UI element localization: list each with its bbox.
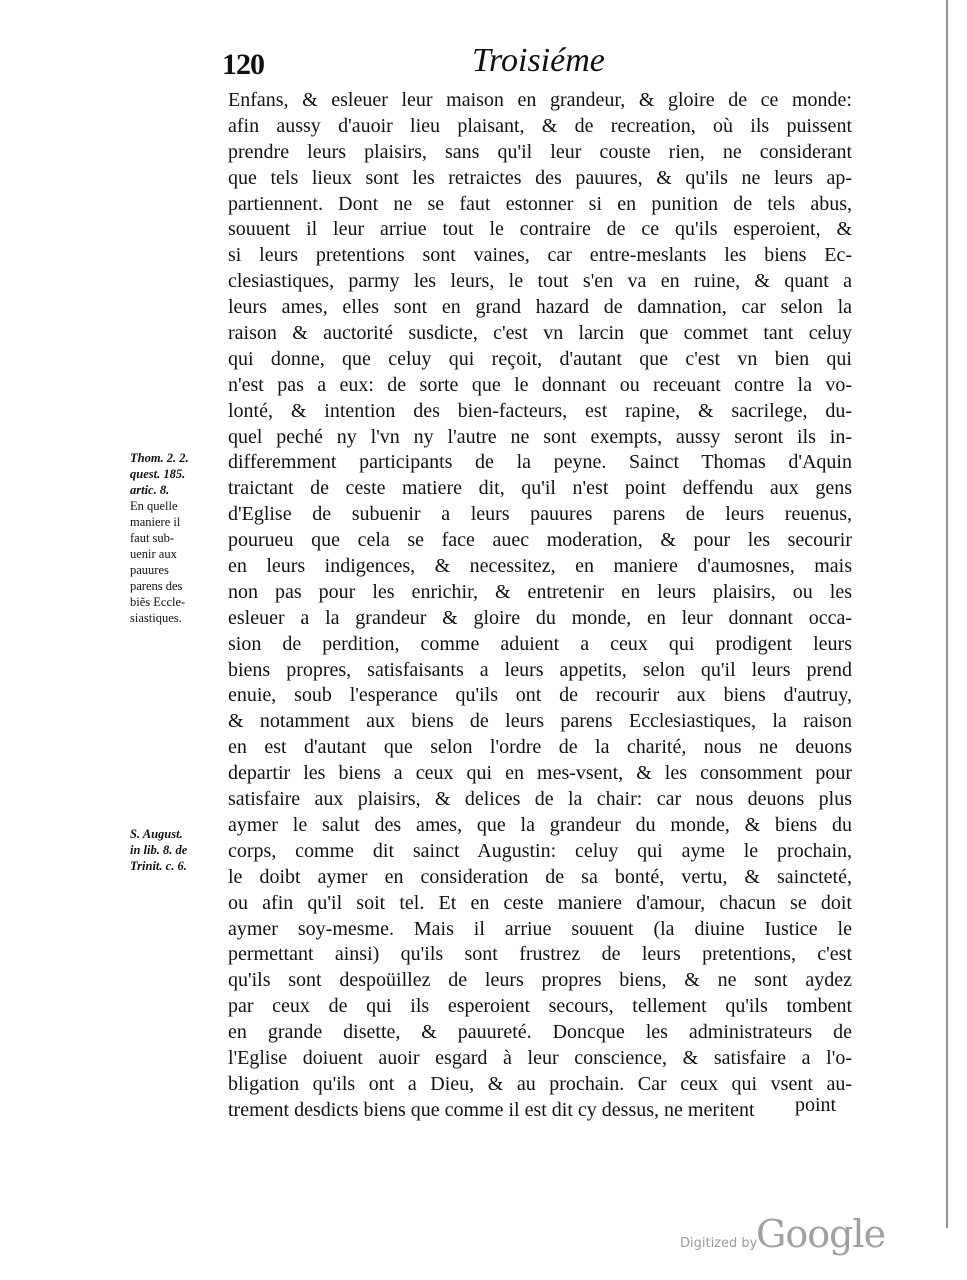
text-line: l'Eglise doiuent auoir esgard à leur conscience, & satisfaire a l'o- (228, 1046, 852, 1069)
margin-note-line: uenir aux (130, 547, 177, 561)
text-line: departir les biens a ceux qui en mes-vsent, & les consomment pour (228, 762, 852, 785)
text-line: trement desdicts biens que comme il est dit cy dessus, ne meritent (228, 1098, 755, 1121)
text-line: & notamment aux biens de leurs parens Ecclesiastiques, la raison (228, 710, 852, 733)
text-line: lonté, & intention des bien-facteurs, est rapine, & sacrilege, du- (228, 399, 852, 422)
digitized-watermark (680, 1212, 886, 1262)
margin-note-line: biẽs Eccle- (130, 595, 186, 609)
margin-note-line: pauures (130, 563, 169, 577)
margin-note-augustin (130, 826, 222, 874)
text-line: quel peché ny l'vn ny l'autre ne sont exempts, aussy seront ils in- (228, 425, 852, 448)
catchword: point (795, 1094, 837, 1116)
text-line: souuent il leur arriue tout le contraire de ce qu'ils esperoient, & (228, 218, 852, 241)
text-line: non pas pour les enrichir, & entretenir en leurs plaisirs, ou les (228, 580, 852, 603)
text-line: le doibt aymer en consideration de sa bonté, vertu, & saincteté, (228, 865, 852, 888)
text-line: enuie, soub l'esperance qu'ils ont de recourir aux biens d'autruy, (228, 684, 852, 707)
text-line: prendre leurs plaisirs, sans qu'il leur couste rien, ne considerant (228, 140, 852, 163)
google-logo: Google (756, 1212, 886, 1256)
margin-note-thomas (130, 450, 222, 498)
text-line: qu'ils sont despoüillez de leurs propres biens, & ne sont aydez (228, 969, 852, 992)
page-header (222, 42, 862, 82)
text-line: satisfaire aux plaisirs, & delices de la chair: car nous deuons plus (228, 788, 852, 811)
margin-note-line: Trinit. c. 6. (130, 859, 187, 873)
text-line: biens propres, satisfaisants a leurs appetits, selon qu'il leurs prend (228, 658, 852, 681)
text-line: raison & auctorité susdicte, c'est vn larcin que commet tant celuy (228, 322, 852, 345)
margin-note-line: parens des (130, 579, 183, 593)
text-line: permettant ainsi) qu'ils sont frustrez de leurs pretentions, c'est (228, 943, 852, 966)
text-line: partiennent. Dont ne se faut estonner si en punition de tels abus, (228, 192, 852, 215)
text-line: clesiastiques, parmy les leurs, le tout s'en va en ruine, & quant a (228, 270, 852, 293)
margin-note-line: En quelle (130, 499, 178, 513)
text-line: si leurs pretentions sont vaines, car entre-meslants les biens Ec- (228, 244, 852, 267)
watermark-label: Digitized by (680, 1236, 758, 1251)
text-line: corps, comme dit sainct Augustin: celuy qui ayme le prochain, (228, 839, 852, 862)
text-line: n'est pas a eux: de sorte que le donnant ou receuant contre la vo- (228, 373, 852, 396)
text-line: differemment participants de la peyne. Sainct Thomas d'Aquin (228, 451, 852, 474)
text-line: leurs ames, elles sont en grand hazard de damnation, car selon la (228, 296, 852, 319)
text-line: traictant de ceste matiere dit, qu'il n'est point deffendu aux gens (228, 477, 852, 500)
margin-note-line: siastiques. (130, 611, 182, 625)
running-title: Troisiéme (472, 42, 605, 79)
body-text (228, 88, 852, 1124)
text-line: sion de perdition, comme aduient a ceux qui prodigent leurs (228, 632, 852, 655)
margin-note-line: maniere il (130, 515, 181, 529)
text-line: pourueu que cela se face auec moderation, & pour les secourir (228, 529, 852, 552)
text-line: en leurs indigences, & necessitez, en maniere d'aumosnes, mais (228, 555, 852, 578)
text-line: ou afin qu'il soit tel. Et en ceste maniere d'amour, chacun se doit (228, 891, 852, 914)
text-line: Enfans, & esleuer leur maison en grandeur, & gloire de ce monde: (228, 89, 852, 111)
margin-note-line: artic. 8. (130, 483, 170, 497)
text-line: en grande disette, & pauureté. Doncque les administrateurs de (228, 1021, 852, 1044)
text-line: afin aussy d'auoir lieu plaisant, & de recreation, où ils puissent (228, 114, 852, 137)
margin-note-subject (130, 498, 222, 626)
text-line: esleuer a la grandeur & gloire du monde, en leur donnant occa- (228, 606, 852, 629)
text-line: aymer soy-mesme. Mais il arriue souuent (la diuine Iustice le (228, 917, 852, 940)
page-number: 120 (222, 48, 264, 81)
text-line: qui donne, que celuy qui reçoit, d'autant que c'est vn bien qui (228, 347, 852, 370)
margin-note-line: faut sub- (130, 531, 175, 545)
margin-note-line: in lib. 8. de (130, 843, 188, 857)
margin-note-line: S. August. (130, 827, 183, 841)
text-line: bligation qu'ils ont a Dieu, & au prochain. Car ceux qui vsent au- (228, 1072, 852, 1095)
page-edge-rule (946, 0, 948, 1228)
text-line: d'Eglise de subuenir a leurs pauures parens de leurs reuenus, (228, 503, 852, 526)
text-line: aymer le salut des ames, que la grandeur du monde, & biens du (228, 813, 852, 836)
text-line: que tels lieux sont les retraictes des pauures, & qu'ils ne leurs ap- (228, 166, 852, 189)
text-line: par ceux de qui ils esperoient secours, tellement qu'ils tombent (228, 995, 852, 1018)
margin-note-line: Thom. 2. 2. (130, 451, 189, 465)
margin-note-line: quest. 185. (130, 467, 186, 481)
text-line: en est d'autant que selon l'ordre de la charité, nous ne deuons (228, 736, 852, 759)
